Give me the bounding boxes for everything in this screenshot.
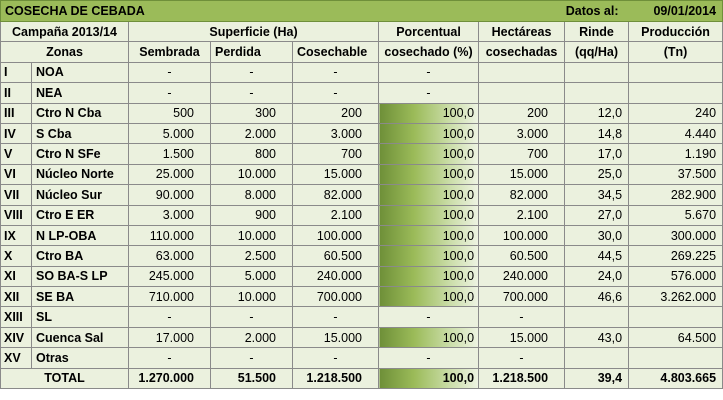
zone-name: Ctro E ER [32, 205, 129, 225]
zone-name: NOA [32, 62, 129, 82]
hectareas-cell: 700.000 [479, 287, 565, 307]
hectareas-cell: 15.000 [479, 164, 565, 184]
zone-number: IX [1, 225, 32, 245]
table-row [1, 225, 723, 245]
zone-name: Núcleo Sur [32, 185, 129, 205]
hectareas-cell [479, 83, 565, 103]
perdida-cell: - [211, 62, 293, 82]
perdida-cell: 2.000 [211, 327, 293, 347]
hectareas-cell: 240.000 [479, 266, 565, 286]
zone-number: II [1, 83, 32, 103]
zone-number: XIII [1, 307, 32, 327]
sembrada-cell: - [129, 348, 211, 368]
cosechable-cell: 82.000 [293, 185, 379, 205]
porcentual-cell: 100,0 [379, 123, 479, 143]
sembrada-cell: 110.000 [129, 225, 211, 245]
table-row [1, 246, 723, 266]
hectareas-cell: 100.000 [479, 225, 565, 245]
produccion-cell: 1.190 [629, 144, 723, 164]
porcentual-cell: 100,0 [379, 266, 479, 286]
zone-number: XI [1, 266, 32, 286]
rinde-cell: 25,0 [565, 164, 629, 184]
perdida-header: Perdida [211, 42, 293, 62]
cosechable-cell: 700.000 [293, 287, 379, 307]
zone-number: V [1, 144, 32, 164]
rinde-cell [565, 307, 629, 327]
perdida-cell: 800 [211, 144, 293, 164]
cosechable-cell: 60.500 [293, 246, 379, 266]
produccion-cell: 240 [629, 103, 723, 123]
porcentual-cell: 100,0 [379, 327, 479, 347]
table-row [1, 307, 723, 327]
rinde-cell: 43,0 [565, 327, 629, 347]
zonas-header: Zonas [1, 42, 129, 62]
table-row [1, 348, 723, 368]
rinde-cell: 27,0 [565, 205, 629, 225]
table-row [1, 103, 723, 123]
hectareas-cell: - [479, 348, 565, 368]
produccion-cell: 576.000 [629, 266, 723, 286]
produccion-cell: 5.670 [629, 205, 723, 225]
produccion-cell: 282.900 [629, 185, 723, 205]
zone-name: SO BA-S LP [32, 266, 129, 286]
perdida-cell: 2.000 [211, 123, 293, 143]
rinde-cell: 46,6 [565, 287, 629, 307]
zone-number: VI [1, 164, 32, 184]
rinde-cell: 34,5 [565, 185, 629, 205]
produccion-cell: 64.500 [629, 327, 723, 347]
sembrada-cell: 3.000 [129, 205, 211, 225]
zone-name: Núcleo Norte [32, 164, 129, 184]
cosechable-cell: - [293, 62, 379, 82]
porcentual-cell: - [379, 348, 479, 368]
rinde-cell: 14,8 [565, 123, 629, 143]
rinde-cell: 30,0 [565, 225, 629, 245]
sembrada-cell: - [129, 307, 211, 327]
produccion-cell [629, 307, 723, 327]
table-title: COSECHA DE CEBADA [1, 1, 479, 22]
sembrada-cell: - [129, 83, 211, 103]
rinde-cell [565, 348, 629, 368]
sembrada-cell: 500 [129, 103, 211, 123]
rinde-cell: 17,0 [565, 144, 629, 164]
zone-number: I [1, 62, 32, 82]
total-perdida: 51.500 [211, 368, 293, 388]
porcentual-cell: 100,0 [379, 287, 479, 307]
sembrada-cell: 710.000 [129, 287, 211, 307]
total-label: TOTAL [1, 368, 129, 388]
cosechable-cell: 200 [293, 103, 379, 123]
hectareas-header-1: Hectáreas [479, 22, 565, 42]
cosechable-cell: - [293, 307, 379, 327]
produccion-cell [629, 83, 723, 103]
produccion-cell: 300.000 [629, 225, 723, 245]
porcentual-cell: - [379, 307, 479, 327]
date-label: Datos al: [479, 1, 629, 22]
perdida-cell: 900 [211, 205, 293, 225]
total-hectareas: 1.218.500 [479, 368, 565, 388]
rinde-cell [565, 62, 629, 82]
zone-name: SL [32, 307, 129, 327]
porcentual-cell: 100,0 [379, 164, 479, 184]
zone-number: VIII [1, 205, 32, 225]
produccion-header-2: (Tn) [629, 42, 723, 62]
perdida-cell: 2.500 [211, 246, 293, 266]
porcentual-header-2: cosechado (%) [379, 42, 479, 62]
porcentual-cell: 100,0 [379, 103, 479, 123]
zone-name: Ctro N SFe [32, 144, 129, 164]
produccion-cell [629, 62, 723, 82]
hectareas-cell: 3.000 [479, 123, 565, 143]
hectareas-cell: - [479, 307, 565, 327]
rinde-cell [565, 83, 629, 103]
rinde-cell: 44,5 [565, 246, 629, 266]
hectareas-cell: 82.000 [479, 185, 565, 205]
zone-name: NEA [32, 83, 129, 103]
zone-number: X [1, 246, 32, 266]
produccion-cell: 269.225 [629, 246, 723, 266]
total-cosechable: 1.218.500 [293, 368, 379, 388]
zone-number: III [1, 103, 32, 123]
perdida-cell: 10.000 [211, 287, 293, 307]
hectareas-cell: 15.000 [479, 327, 565, 347]
sembrada-cell: 1.500 [129, 144, 211, 164]
total-rinde: 39,4 [565, 368, 629, 388]
cosechable-cell: - [293, 83, 379, 103]
porcentual-cell: 100,0 [379, 246, 479, 266]
total-sembrada: 1.270.000 [129, 368, 211, 388]
cosechable-cell: 3.000 [293, 123, 379, 143]
zone-number: VII [1, 185, 32, 205]
hectareas-cell [479, 62, 565, 82]
porcentual-cell: 100,0 [379, 144, 479, 164]
cosechable-cell: 15.000 [293, 164, 379, 184]
table-row [1, 266, 723, 286]
zone-number: XV [1, 348, 32, 368]
total-porcentual: 100,0 [379, 368, 479, 388]
porcentual-cell: 100,0 [379, 185, 479, 205]
perdida-cell: - [211, 348, 293, 368]
table-row [1, 287, 723, 307]
sembrada-header: Sembrada [129, 42, 211, 62]
hectareas-cell: 700 [479, 144, 565, 164]
cosechable-cell: 2.100 [293, 205, 379, 225]
table-row [1, 185, 723, 205]
header-row-1 [1, 22, 723, 42]
zone-name: Cuenca Sal [32, 327, 129, 347]
sembrada-cell: 63.000 [129, 246, 211, 266]
perdida-cell: 300 [211, 103, 293, 123]
superficie-header: Superficie (Ha) [129, 22, 379, 42]
sembrada-cell: 245.000 [129, 266, 211, 286]
sembrada-cell: 90.000 [129, 185, 211, 205]
total-row [1, 368, 723, 388]
table-row [1, 83, 723, 103]
hectareas-cell: 60.500 [479, 246, 565, 266]
cosechable-cell: 15.000 [293, 327, 379, 347]
zone-name: S Cba [32, 123, 129, 143]
zone-name: N LP-OBA [32, 225, 129, 245]
table-row [1, 123, 723, 143]
zone-name: Ctro N Cba [32, 103, 129, 123]
sembrada-cell: 25.000 [129, 164, 211, 184]
date-value: 09/01/2014 [629, 1, 723, 22]
campaign-header: Campaña 2013/14 [1, 22, 129, 42]
zone-name: Otras [32, 348, 129, 368]
table-row [1, 205, 723, 225]
cosechable-cell: 100.000 [293, 225, 379, 245]
rinde-header-2: (qq/Ha) [565, 42, 629, 62]
cosechable-cell: 700 [293, 144, 379, 164]
cosechable-header: Cosechable [293, 42, 379, 62]
porcentual-cell: 100,0 [379, 225, 479, 245]
table-row [1, 327, 723, 347]
produccion-cell: 3.262.000 [629, 287, 723, 307]
produccion-cell: 37.500 [629, 164, 723, 184]
zone-number: XIV [1, 327, 32, 347]
produccion-header-1: Producción [629, 22, 723, 42]
table-row [1, 62, 723, 82]
porcentual-header-1: Porcentual [379, 22, 479, 42]
porcentual-cell: - [379, 83, 479, 103]
hectareas-cell: 2.100 [479, 205, 565, 225]
rinde-cell: 12,0 [565, 103, 629, 123]
zone-name: Ctro BA [32, 246, 129, 266]
total-produccion: 4.803.665 [629, 368, 723, 388]
header-row-2 [1, 42, 723, 62]
porcentual-cell: 100,0 [379, 205, 479, 225]
perdida-cell: 8.000 [211, 185, 293, 205]
sembrada-cell: 17.000 [129, 327, 211, 347]
sembrada-cell: 5.000 [129, 123, 211, 143]
table-row [1, 164, 723, 184]
zone-number: XII [1, 287, 32, 307]
hectareas-cell: 200 [479, 103, 565, 123]
title-row [1, 1, 723, 22]
rinde-cell: 24,0 [565, 266, 629, 286]
produccion-cell: 4.440 [629, 123, 723, 143]
cosechable-cell: - [293, 348, 379, 368]
zone-number: IV [1, 123, 32, 143]
perdida-cell: 5.000 [211, 266, 293, 286]
produccion-cell [629, 348, 723, 368]
rinde-header-1: Rinde [565, 22, 629, 42]
perdida-cell: 10.000 [211, 225, 293, 245]
sembrada-cell: - [129, 62, 211, 82]
perdida-cell: - [211, 307, 293, 327]
zone-name: SE BA [32, 287, 129, 307]
table-row [1, 144, 723, 164]
porcentual-cell: - [379, 62, 479, 82]
perdida-cell: - [211, 83, 293, 103]
cosechable-cell: 240.000 [293, 266, 379, 286]
perdida-cell: 10.000 [211, 164, 293, 184]
hectareas-header-2: cosechadas [479, 42, 565, 62]
